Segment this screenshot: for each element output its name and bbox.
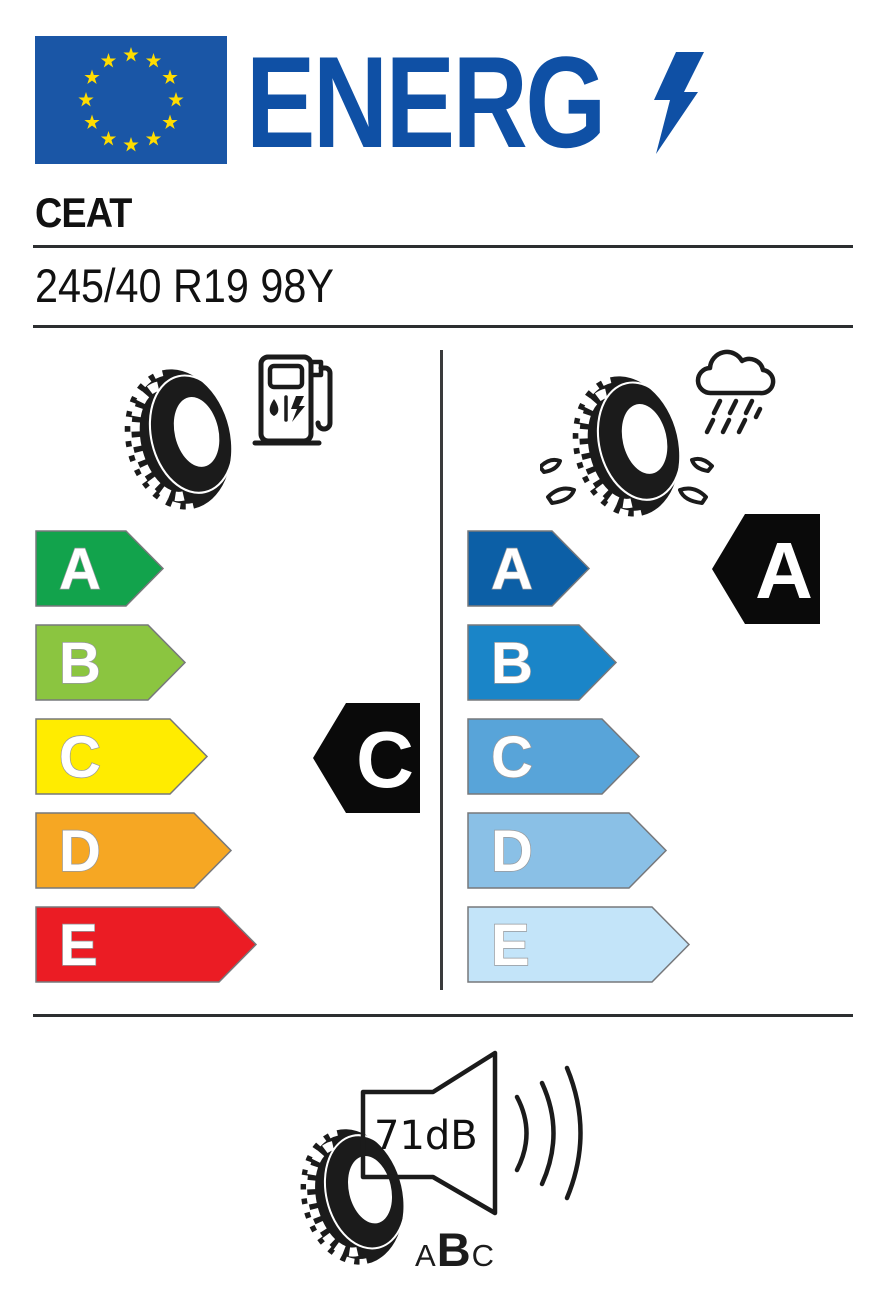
wet-class-a-arrow [467, 530, 592, 608]
fuel-class-b-arrow [35, 624, 188, 702]
tire-fuel-pump-icon [122, 348, 337, 520]
tire-rain-cloud-icon [540, 345, 790, 523]
wet-class-e-arrow [467, 906, 692, 984]
divider-line [33, 245, 853, 248]
wet-class-a-label: A [491, 537, 533, 602]
fuel-class-a-label: A [59, 537, 101, 602]
wet-class-e-label: E [491, 913, 530, 978]
wet-grip-rating-value: A [755, 526, 813, 615]
divider-line [33, 1014, 853, 1017]
tire-icon [559, 365, 696, 523]
scale-divider [440, 350, 443, 990]
wet-class-c-label: C [491, 725, 533, 790]
wet-class-b-arrow [467, 624, 619, 702]
noise-class-scale [415, 1222, 494, 1277]
fuel-class-e-label: E [59, 913, 98, 978]
noise-class-c: C [471, 1238, 495, 1273]
wet-class-d-label: D [491, 819, 533, 884]
fuel-rating-badge [312, 702, 422, 815]
wet-class-c-arrow [467, 718, 642, 796]
fuel-class-c-arrow [35, 718, 210, 796]
sound-waves-icon [517, 1068, 581, 1198]
noise-class-a: A [415, 1238, 436, 1273]
fuel-class-e-arrow [35, 906, 259, 984]
noise-class-rating: B [436, 1223, 471, 1276]
fuel-class-d-arrow [35, 812, 234, 890]
noise-db-value: 71dB [374, 1113, 478, 1159]
fuel-class-b-label: B [59, 631, 101, 696]
wet-grip-rating-badge [711, 513, 822, 626]
eu-flag-icon [35, 36, 227, 164]
brand-name: CEAT [35, 189, 132, 236]
wet-class-d-arrow [467, 812, 669, 890]
rain-cloud-icon [698, 352, 773, 432]
tire-size: 245/40 R19 98Y [35, 259, 334, 312]
fuel-pump-icon [255, 357, 330, 443]
wet-class-b-label: B [491, 631, 533, 696]
fuel-rating-value: C [356, 715, 414, 804]
fuel-class-a-arrow [35, 530, 166, 608]
divider-line [33, 325, 853, 328]
tire-icon [122, 358, 248, 520]
fuel-class-d-label: D [59, 819, 101, 884]
lightning-bolt-icon [648, 52, 706, 154]
energ-logo-text: ENERG [246, 29, 604, 175]
fuel-class-c-label: C [59, 725, 101, 790]
